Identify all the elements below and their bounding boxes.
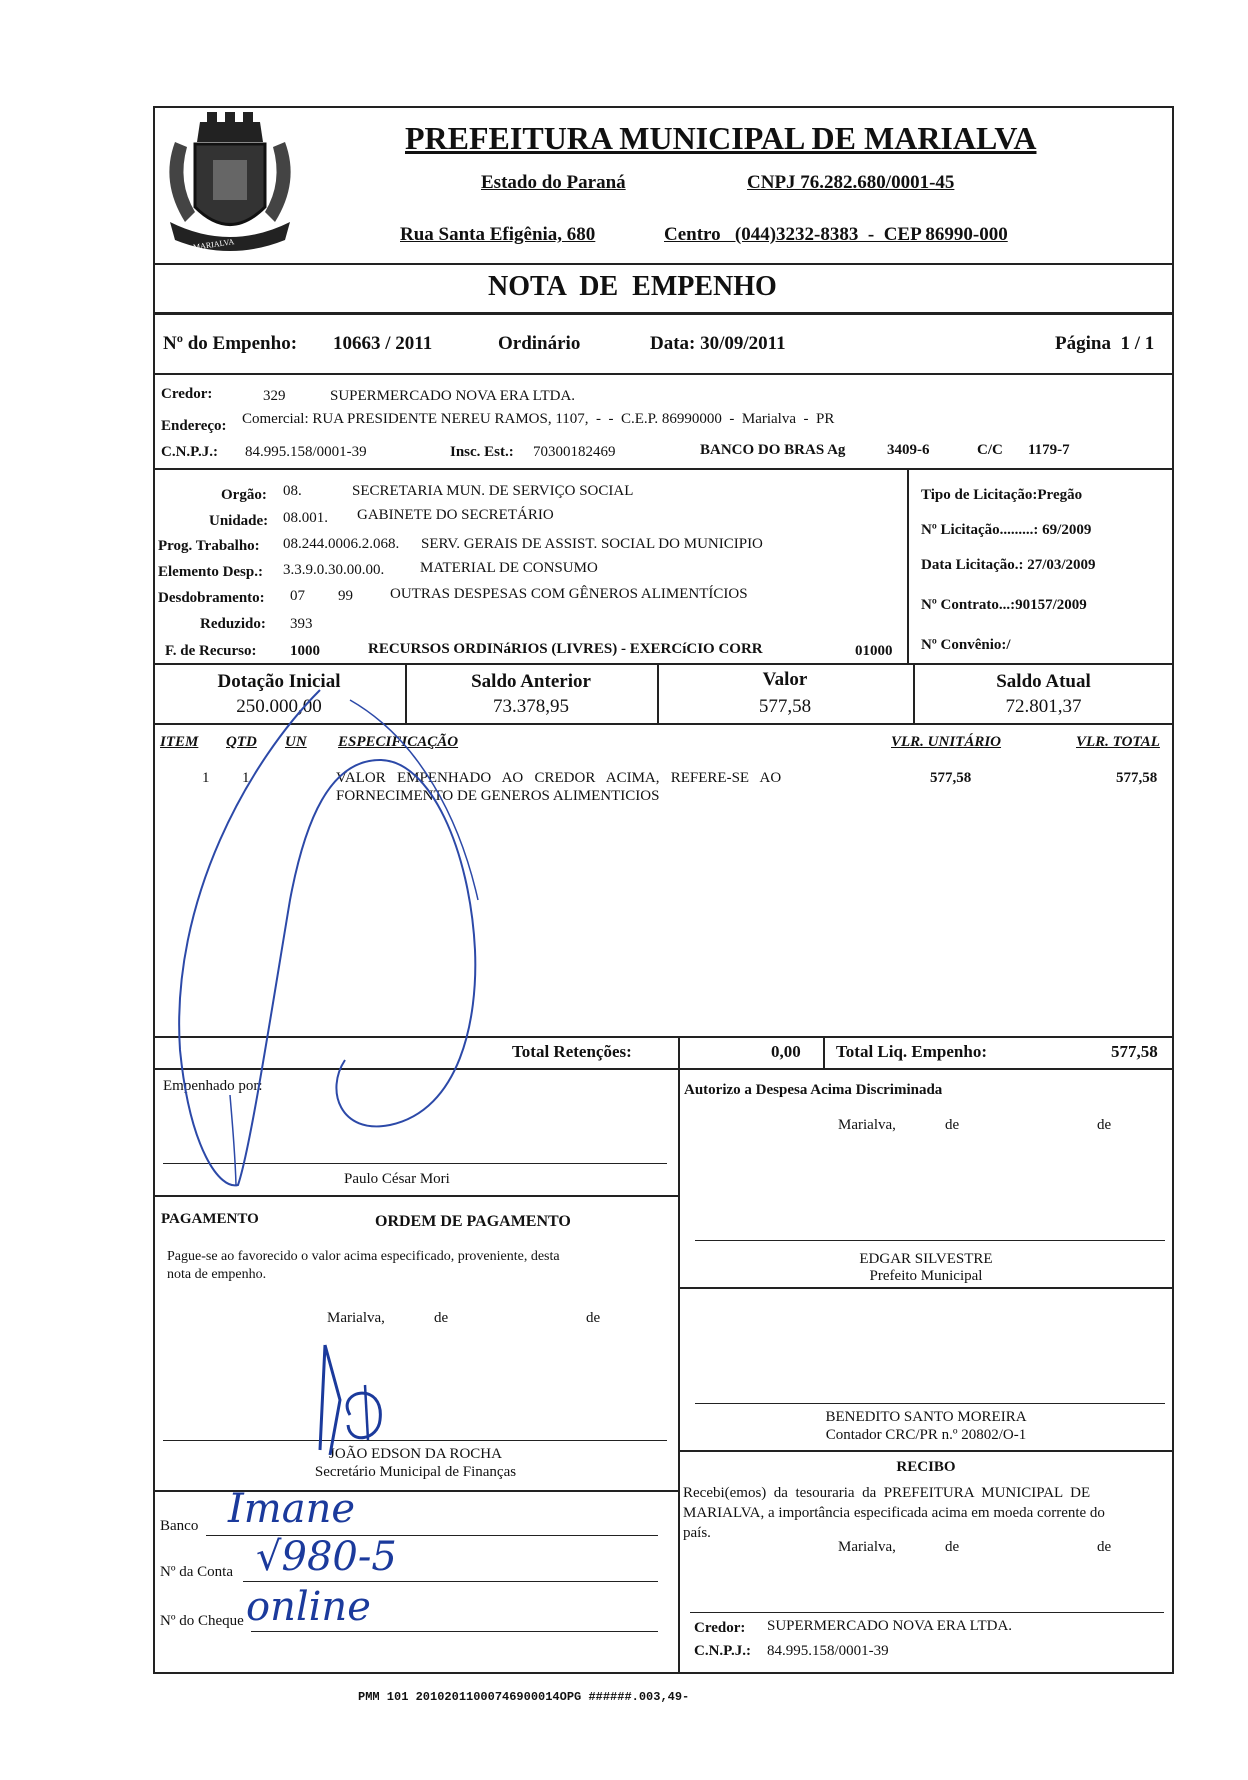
desdobramento-code1: 07 — [290, 588, 305, 604]
cc-value: 1179-7 — [1028, 442, 1070, 458]
pagamento-de1: de — [434, 1310, 449, 1326]
conta-label: Nº da Conta — [160, 1564, 233, 1580]
retencoes-value: 0,00 — [771, 1042, 801, 1061]
page-title: PREFEITURA MUNICIPAL DE MARIALVA — [405, 120, 1037, 156]
reduzido-code: 393 — [290, 616, 313, 632]
credor-name: SUPERMERCADO NOVA ERA LTDA. — [330, 388, 576, 404]
autorizo-de2: de — [1097, 1117, 1112, 1133]
pagamento-label: PAGAMENTO — [161, 1211, 259, 1227]
credor-address: Comercial: RUA PRESIDENTE NEREU RAMOS, 1107, - - C.E.P. 86990000 - Marialva - PR — [242, 411, 835, 427]
credor-cnpj-label: C.N.P.J.: — [161, 444, 218, 460]
cheque-label: Nº do Cheque — [160, 1613, 244, 1629]
recibo-de1: de — [945, 1539, 960, 1555]
header-street: Rua Santa Efigênia, 680 — [400, 224, 596, 245]
licitacao-convenio: Nº Convênio:/ — [921, 637, 1011, 653]
unidade-code: 08.001. — [283, 510, 328, 526]
empenho-number: 10663 / 2011 — [333, 333, 433, 354]
row-qtd: 1 — [242, 770, 250, 786]
row-total-value: 577,58 — [1116, 770, 1158, 786]
licitacao-contrato: Nº Contrato...:90157/2009 — [921, 597, 1087, 613]
desdobramento-code2: 99 — [338, 588, 353, 604]
header-address: Centro (044)3232-8383 - CEP 86990-000 — [664, 224, 1008, 245]
pagamento-text1: Pague-se ao favorecido o valor acima especificado, proveniente, desta — [167, 1249, 560, 1264]
saldo-anterior-label: Saldo Anterior — [471, 671, 591, 692]
pagamento-text2: nota de empenho. — [167, 1267, 267, 1282]
recibo-label: RECIBO — [896, 1459, 956, 1475]
footer-code: PMM 101 20102011000746900014OPG ######.003,49- — [358, 1690, 690, 1704]
autorizo-place: Marialva, — [838, 1117, 896, 1133]
col-un: UN — [285, 734, 307, 750]
liq-value: 577,58 — [1111, 1042, 1158, 1061]
banco-label: Banco — [160, 1518, 199, 1534]
saldo-anterior-value: 73.378,95 — [493, 696, 569, 717]
cc-label: C/C — [977, 442, 1003, 458]
recibo-credor-name: SUPERMERCADO NOVA ERA LTDA. — [767, 1618, 1013, 1634]
valor-label: Valor — [762, 669, 808, 690]
licitacao-tipo: Tipo de Licitação:Pregão — [921, 487, 1083, 503]
contador-name: BENEDITO SANTO MOREIRA — [825, 1409, 1027, 1425]
empenhado-label: Empenhado por: — [163, 1078, 263, 1094]
orgao-label: Orgão: — [221, 487, 267, 503]
col-total-value: VLR. TOTAL — [1076, 734, 1160, 750]
empenho-page: Página 1 / 1 — [1055, 333, 1155, 354]
credor-label: Credor: — [161, 386, 213, 402]
licitacao-data: Data Licitação.: 27/03/2009 — [921, 557, 1096, 573]
cheque-handwritten: online — [246, 1584, 371, 1630]
saldo-atual-value: 72.801,37 — [1005, 696, 1082, 717]
row-spec-line2: FORNECIMENTO DE GENEROS ALIMENTICIOS — [336, 788, 660, 804]
col-spec: ESPECIFICAÇÃO — [338, 734, 459, 750]
recibo-place: Marialva, — [838, 1539, 896, 1555]
recibo-text3: país. — [683, 1525, 711, 1541]
fonte-desc: RECURSOS ORDINáRIOS (LIVRES) - EXERCíCIO CORR — [368, 641, 763, 657]
crest-label: MARIALVA — [192, 237, 235, 252]
licitacao-numero: Nº Licitação.........: 69/2009 — [921, 522, 1092, 538]
empenhado-name: Paulo César Mori — [344, 1171, 450, 1187]
recibo-cnpj: 84.995.158/0001-39 — [767, 1643, 889, 1659]
autorizo-de1: de — [945, 1117, 960, 1133]
autorizo-label: Autorizo a Despesa Acima Discriminada — [684, 1082, 943, 1098]
unidade-label: Unidade: — [209, 513, 269, 529]
liq-label: Total Liq. Empenho: — [836, 1042, 987, 1061]
fonte-code2: 01000 — [855, 643, 893, 659]
prog-code: 08.244.0006.2.068. — [283, 536, 400, 552]
row-item: 1 — [202, 770, 210, 786]
header-state: Estado do Paraná — [481, 172, 626, 193]
row-spec-line1: VALOR EMPENHADO AO CREDOR ACIMA, REFERE-SE AO — [336, 770, 782, 786]
fonte-code: 1000 — [290, 643, 320, 659]
secretario-name: JOÃO EDSON DA ROCHA — [329, 1446, 502, 1462]
endereco-label: Endereço: — [161, 418, 227, 434]
conta-handwritten: √980-5 — [256, 1534, 397, 1580]
ordem-pagamento-label: ORDEM DE PAGAMENTO — [375, 1213, 571, 1230]
empenho-date: Data: 30/09/2011 — [650, 333, 786, 354]
unidade-desc: GABINETE DO SECRETÁRIO — [357, 507, 554, 523]
orgao-desc: SECRETARIA MUN. DE SERVIÇO SOCIAL — [352, 483, 634, 499]
insc-label: Insc. Est.: — [450, 444, 514, 460]
valor-value: 577,58 — [758, 696, 812, 717]
col-unit-value: VLR. UNITÁRIO — [891, 734, 1002, 750]
secretario-title: Secretário Municipal de Finanças — [314, 1464, 517, 1480]
reduzido-label: Reduzido: — [200, 616, 266, 632]
pagamento-place: Marialva, — [327, 1310, 385, 1326]
desdobramento-desc: OUTRAS DESPESAS COM GÊNEROS ALIMENTÍCIOS — [390, 586, 748, 602]
credor-code: 329 — [263, 388, 286, 404]
saldo-atual-label: Saldo Atual — [996, 671, 1091, 692]
elemento-label: Elemento Desp.: — [158, 564, 263, 580]
dotacao-inicial-label: Dotação Inicial — [217, 671, 341, 692]
col-item: ITEM — [160, 734, 199, 750]
elemento-code: 3.3.9.0.30.00.00. — [283, 562, 385, 578]
col-qtd: QTD — [226, 734, 257, 750]
dotacao-inicial-value: 250.000,00 — [236, 696, 322, 717]
empenho-type: Ordinário — [498, 333, 581, 354]
credor-cnpj: 84.995.158/0001-39 — [245, 444, 367, 460]
bank-agency: 3409-6 — [887, 442, 930, 458]
prefeito-name: EDGAR SILVESTRE — [859, 1251, 993, 1267]
desdobramento-label: Desdobramento: — [158, 590, 265, 606]
prog-label: Prog. Trabalho: — [158, 538, 260, 554]
elemento-desc: MATERIAL DE CONSUMO — [420, 560, 598, 576]
empenho-label: Nº do Empenho: — [163, 333, 298, 354]
banco-handwritten: Imane — [228, 1486, 356, 1532]
fonte-label: F. de Recurso: — [165, 643, 257, 659]
insc-value: 70300182469 — [533, 444, 616, 460]
prefeito-title: Prefeito Municipal — [869, 1268, 983, 1284]
bank-name: BANCO DO BRAS Ag — [700, 442, 846, 458]
row-unit-value: 577,58 — [930, 770, 972, 786]
prog-desc: SERV. GERAIS DE ASSIST. SOCIAL DO MUNICIPIO — [421, 536, 763, 552]
recibo-credor-label: Credor: — [694, 1620, 746, 1636]
recibo-de2: de — [1097, 1539, 1112, 1555]
contador-title: Contador CRC/PR n.º 20802/O-1 — [825, 1427, 1027, 1443]
document-title: NOTA DE EMPENHO — [488, 271, 777, 302]
pagamento-de2: de — [586, 1310, 601, 1326]
recibo-cnpj-label: C.N.P.J.: — [694, 1643, 751, 1659]
retencoes-label: Total Retenções: — [512, 1042, 632, 1061]
header-cnpj: CNPJ 76.282.680/0001-45 — [747, 172, 955, 193]
recibo-text1: Recebi(emos) da tesouraria da PREFEITURA MUNICIPAL DE — [683, 1485, 1091, 1501]
orgao-code: 08. — [283, 483, 302, 499]
recibo-text2: MARIALVA, a importância especificada acima em moeda corrente do — [683, 1505, 1105, 1521]
